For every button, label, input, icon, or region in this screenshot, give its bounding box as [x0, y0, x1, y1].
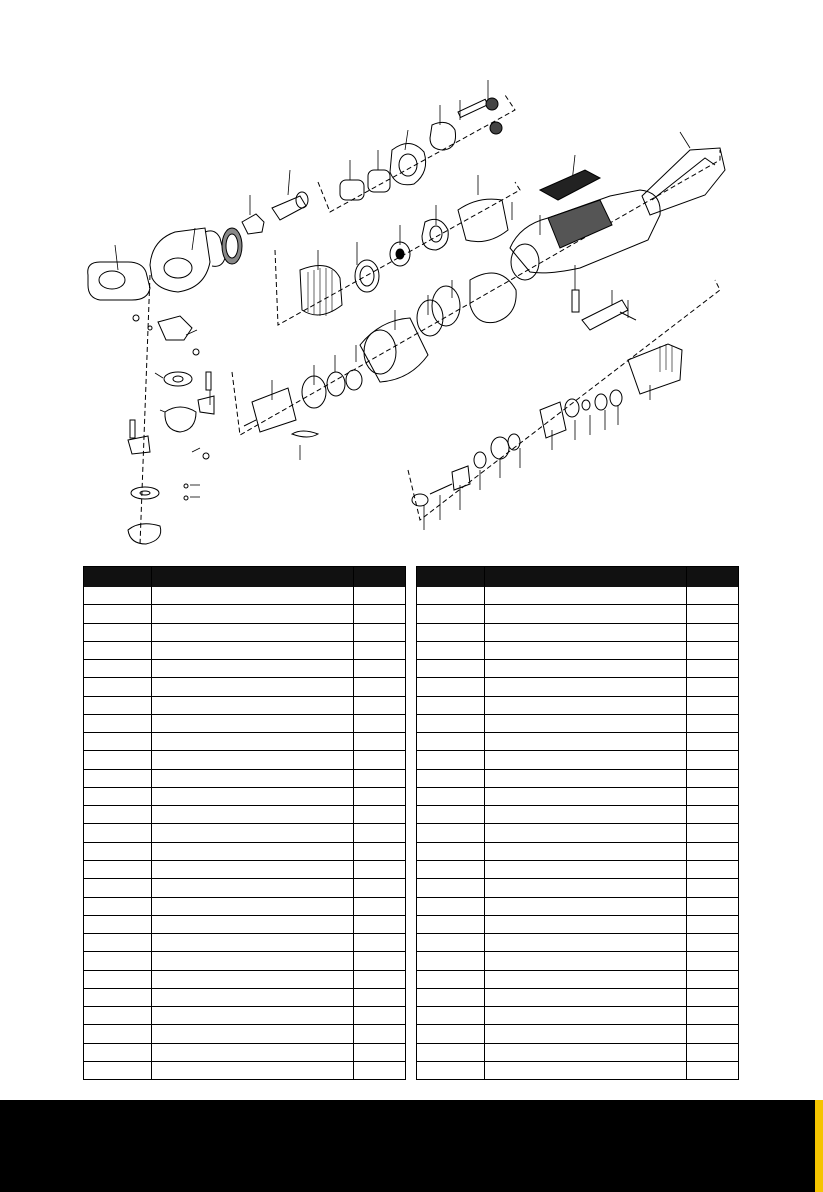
table-cell [687, 879, 738, 896]
rings-and-shroud [360, 273, 516, 382]
header-qty [687, 567, 738, 587]
table-cell [485, 971, 687, 988]
table-cell [84, 587, 152, 604]
table-row [84, 860, 405, 878]
table-cell [84, 1007, 152, 1024]
table-cell [84, 1044, 152, 1061]
table-cell [417, 715, 485, 732]
table-cell [417, 843, 485, 860]
table-row [84, 1006, 405, 1024]
table-body-left [84, 587, 405, 1079]
table-cell [417, 1007, 485, 1024]
table-row [84, 1024, 405, 1042]
table-header [84, 567, 405, 587]
table-cell [152, 624, 354, 641]
table-cell [152, 806, 354, 823]
table-cell [485, 806, 687, 823]
table-row [417, 842, 738, 860]
table-cell [152, 879, 354, 896]
table-cell [354, 605, 405, 622]
table-cell [687, 715, 738, 732]
table-cell [417, 1062, 485, 1079]
table-cell [354, 971, 405, 988]
table-cell [485, 861, 687, 878]
table-row [417, 787, 738, 805]
table-cell [84, 660, 152, 677]
table-cell [417, 660, 485, 677]
motor-housing-part [510, 148, 725, 280]
table-cell [354, 843, 405, 860]
table-row [417, 951, 738, 969]
table-cell [485, 1007, 687, 1024]
table-row [417, 1061, 738, 1079]
table-cell [485, 824, 687, 841]
leader-lines [115, 80, 690, 530]
table-row [417, 587, 738, 604]
table-cell [687, 824, 738, 841]
table-cell [417, 605, 485, 622]
table-cell [84, 971, 152, 988]
table-cell [152, 788, 354, 805]
table-cell [417, 642, 485, 659]
table-cell [687, 898, 738, 915]
table-cell [152, 1007, 354, 1024]
table-cell [687, 806, 738, 823]
table-cell [417, 751, 485, 768]
table-cell [354, 861, 405, 878]
table-cell [417, 624, 485, 641]
table-cell [84, 861, 152, 878]
table-cell [687, 934, 738, 951]
table-cell [84, 715, 152, 732]
small-parts-upper [242, 98, 502, 234]
table-cell [152, 697, 354, 714]
header-description [485, 567, 687, 587]
table-cell [417, 898, 485, 915]
table-cell [417, 806, 485, 823]
table-cell [417, 952, 485, 969]
footer-accent-stripe [815, 1100, 823, 1192]
table-cell [687, 733, 738, 750]
table-row [417, 623, 738, 641]
table-cell [485, 916, 687, 933]
table-row [84, 604, 405, 622]
table-cell [354, 934, 405, 951]
table-cell [417, 587, 485, 604]
table-cell [687, 1044, 738, 1061]
table-cell [152, 1025, 354, 1042]
table-cell [84, 1062, 152, 1079]
table-cell [687, 1007, 738, 1024]
table-cell [84, 916, 152, 933]
table-row [417, 970, 738, 988]
table-cell [687, 861, 738, 878]
table-row [84, 823, 405, 841]
table-row [84, 769, 405, 787]
table-cell [152, 587, 354, 604]
table-cell [84, 1025, 152, 1042]
table-cell [84, 751, 152, 768]
table-cell [152, 898, 354, 915]
table-cell [152, 824, 354, 841]
ratchet-head-part [88, 228, 242, 300]
exploded-parts-diagram [0, 0, 823, 560]
header-no [417, 567, 485, 587]
table-row [417, 933, 738, 951]
table-cell [417, 971, 485, 988]
table-cell [485, 788, 687, 805]
table-row [417, 823, 738, 841]
table-row [84, 951, 405, 969]
table-row [417, 988, 738, 1006]
table-cell [485, 751, 687, 768]
table-cell [84, 678, 152, 695]
table-row [417, 878, 738, 896]
table-cell [417, 733, 485, 750]
table-cell [152, 642, 354, 659]
table-cell [152, 678, 354, 695]
table-row [84, 970, 405, 988]
table-row [84, 805, 405, 823]
table-row [84, 988, 405, 1006]
table-cell [687, 843, 738, 860]
table-row [84, 1061, 405, 1079]
table-cell [84, 733, 152, 750]
table-header [417, 567, 738, 587]
table-row [84, 696, 405, 714]
table-row [417, 732, 738, 750]
table-row [417, 805, 738, 823]
table-cell [84, 952, 152, 969]
table-cell [84, 770, 152, 787]
table-cell [152, 952, 354, 969]
table-row [417, 860, 738, 878]
table-cell [687, 697, 738, 714]
table-cell [485, 1025, 687, 1042]
table-cell [417, 861, 485, 878]
table-cell [485, 605, 687, 622]
table-cell [84, 624, 152, 641]
table-cell [84, 642, 152, 659]
table-cell [354, 1044, 405, 1061]
table-cell [84, 697, 152, 714]
table-row [417, 696, 738, 714]
table-cell [84, 898, 152, 915]
table-cell [417, 989, 485, 1006]
table-cell [417, 1044, 485, 1061]
table-cell [417, 879, 485, 896]
table-row [84, 714, 405, 732]
table-row [84, 915, 405, 933]
table-row [84, 677, 405, 695]
table-cell [687, 788, 738, 805]
table-cell [485, 770, 687, 787]
table-row [84, 897, 405, 915]
table-cell [485, 697, 687, 714]
table-cell [354, 624, 405, 641]
table-row [417, 714, 738, 732]
table-cell [687, 770, 738, 787]
table-cell [354, 952, 405, 969]
table-cell [152, 916, 354, 933]
table-cell [152, 934, 354, 951]
table-cell [687, 1025, 738, 1042]
table-cell [84, 989, 152, 1006]
table-row [84, 842, 405, 860]
table-cell [354, 1007, 405, 1024]
table-cell [687, 660, 738, 677]
footer-bar [0, 1100, 823, 1192]
table-cell [485, 678, 687, 695]
table-row [84, 623, 405, 641]
table-cell [354, 697, 405, 714]
rotor-parts [244, 370, 362, 437]
table-row [84, 659, 405, 677]
table-cell [485, 843, 687, 860]
table-row [417, 750, 738, 768]
table-cell [354, 770, 405, 787]
table-cell [485, 660, 687, 677]
table-cell [485, 952, 687, 969]
table-cell [84, 843, 152, 860]
table-cell [687, 916, 738, 933]
table-cell [485, 989, 687, 1006]
table-cell [354, 806, 405, 823]
middle-row-parts [300, 199, 508, 316]
table-cell [354, 715, 405, 732]
table-cell [485, 898, 687, 915]
table-cell [84, 934, 152, 951]
table-cell [417, 770, 485, 787]
table-cell [152, 989, 354, 1006]
table-cell [152, 1044, 354, 1061]
table-row [417, 769, 738, 787]
table-row [417, 915, 738, 933]
table-cell [687, 587, 738, 604]
table-cell [354, 898, 405, 915]
table-cell [354, 916, 405, 933]
assembly-dash-lines [140, 95, 720, 545]
header-no [84, 567, 152, 587]
table-cell [485, 879, 687, 896]
table-cell [417, 788, 485, 805]
table-row [84, 787, 405, 805]
table-cell [152, 715, 354, 732]
table-cell [417, 1025, 485, 1042]
table-cell [152, 1062, 354, 1079]
table-cell [687, 989, 738, 1006]
table-row [84, 750, 405, 768]
table-cell [485, 1044, 687, 1061]
table-cell [84, 824, 152, 841]
throttle-lever-part [572, 290, 636, 330]
table-cell [485, 715, 687, 732]
table-cell [417, 916, 485, 933]
parts-table-right [416, 566, 739, 1080]
table-cell [485, 587, 687, 604]
table-cell [485, 642, 687, 659]
table-cell [152, 751, 354, 768]
table-cell [485, 1062, 687, 1079]
table-cell [687, 1062, 738, 1079]
table-cell [152, 843, 354, 860]
table-cell [417, 678, 485, 695]
table-body-right [417, 587, 738, 1079]
table-cell [417, 934, 485, 951]
table-row [84, 1043, 405, 1061]
table-row [417, 659, 738, 677]
air-inlet-assembly [412, 344, 682, 506]
table-cell [687, 605, 738, 622]
header-description [152, 567, 354, 587]
table-cell [84, 788, 152, 805]
table-cell [152, 861, 354, 878]
table-cell [354, 1025, 405, 1042]
table-cell [354, 879, 405, 896]
table-cell [354, 660, 405, 677]
table-cell [354, 587, 405, 604]
table-cell [687, 751, 738, 768]
table-cell [354, 989, 405, 1006]
table-cell [152, 605, 354, 622]
table-cell [152, 971, 354, 988]
table-cell [354, 788, 405, 805]
table-cell [687, 952, 738, 969]
table-cell [152, 733, 354, 750]
parts-table-left [83, 566, 406, 1080]
table-cell [687, 642, 738, 659]
table-row [84, 641, 405, 659]
table-row [417, 1024, 738, 1042]
table-cell [354, 1062, 405, 1079]
table-cell [152, 770, 354, 787]
table-row [417, 641, 738, 659]
table-row [417, 1043, 738, 1061]
table-cell [485, 733, 687, 750]
table-cell [354, 733, 405, 750]
table-row [84, 732, 405, 750]
table-row [417, 677, 738, 695]
table-cell [84, 879, 152, 896]
table-cell [417, 697, 485, 714]
table-cell [687, 678, 738, 695]
table-cell [485, 624, 687, 641]
table-cell [687, 624, 738, 641]
table-row [417, 1006, 738, 1024]
table-cell [354, 642, 405, 659]
table-cell [485, 934, 687, 951]
table-cell [84, 605, 152, 622]
header-qty [354, 567, 405, 587]
table-row [84, 587, 405, 604]
table-row [417, 604, 738, 622]
table-cell [687, 971, 738, 988]
table-cell [354, 751, 405, 768]
table-cell [152, 660, 354, 677]
table-cell [417, 824, 485, 841]
table-row [84, 933, 405, 951]
table-cell [84, 806, 152, 823]
table-cell [354, 678, 405, 695]
table-cell [354, 824, 405, 841]
table-row [84, 878, 405, 896]
table-row [417, 897, 738, 915]
